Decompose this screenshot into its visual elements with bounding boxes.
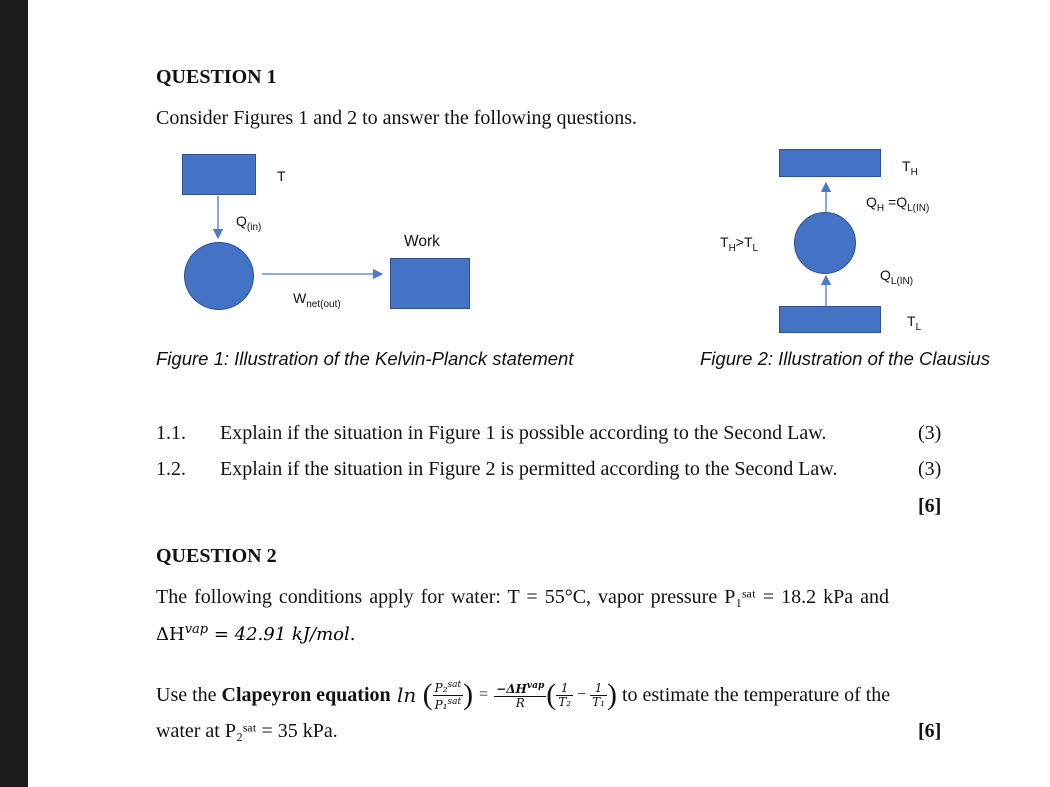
fig1-heat-reservoir bbox=[182, 154, 256, 195]
figure-2-caption: Figure 2: Illustration of the Clausius bbox=[700, 348, 990, 369]
fig1-label-wnet: $W_{net(out)}$ bbox=[293, 290, 341, 310]
item-1-1-text: Explain if the situation in Figure 1 is possible according to the Second Law. bbox=[220, 422, 827, 444]
question-2-heading: QUESTION 2 bbox=[156, 545, 277, 567]
item-1-1-number: 1.1. bbox=[156, 422, 186, 444]
item-1-2-marks: (3) bbox=[918, 458, 942, 480]
figure-1-caption: Figure 1: Illustration of the Kelvin-Planck statement bbox=[156, 348, 574, 369]
enthalpy-over-R: $\frac{-\Delta H^{vap}}{R}$ bbox=[496, 681, 545, 710]
clapeyron-label: Clapeyron equation bbox=[221, 683, 391, 706]
fig1-work-box bbox=[390, 258, 470, 309]
fig2-label-TL: $T_L$ bbox=[907, 313, 922, 333]
question-2-target: water at P₂ˢᵃᵗ = 35 kPa. bbox=[156, 720, 338, 742]
pressure-ratio: $\frac{P_2^{sat}}{P_1^{sat}}$ bbox=[434, 679, 462, 712]
fig1-label-Qin: $Q_{(in)}$ bbox=[236, 213, 262, 233]
item-1-1-marks: (3) bbox=[918, 422, 942, 444]
fig2-label-QH-QL: $Q_H =Q_{L(IN)}$ bbox=[866, 194, 930, 214]
question-1-heading: QUESTION 1 bbox=[156, 66, 277, 88]
question-2-enthalpy: $\Delta H^{vap} = 42.91$ kJ/mol. bbox=[156, 622, 356, 645]
fig1-engine-circle bbox=[184, 242, 254, 310]
fig2-refrigerator-circle bbox=[794, 212, 856, 274]
question-2-total: [6] bbox=[918, 720, 942, 742]
item-1-2-text: Explain if the situation in Figure 2 is permitted according to the Second Law. bbox=[220, 458, 838, 480]
question-1-total: [6] bbox=[918, 495, 942, 517]
fig2-cold-reservoir bbox=[779, 306, 881, 333]
inverse-T1: $\frac{1}{\text{T₁}}$ bbox=[592, 680, 605, 709]
fig2-label-QL: $Q_{L(IN)}$ bbox=[880, 267, 914, 287]
question-2-conditions: The following conditions apply for water: T = 55°C, vapor pressure P₁ˢᵃᵗ = 18.2 kPa and bbox=[156, 586, 890, 608]
fig2-label-TH-gt-TL: $T_H>T_L$ bbox=[720, 234, 759, 254]
question-1-intro: Consider Figures 1 and 2 to answer the following questions. bbox=[156, 107, 638, 129]
fig1-label-work: Work bbox=[404, 233, 440, 250]
question-2-equation-line: Use the Clapeyron equation ln ( $\frac{P_2^{sat}}{P_1^{sat}}$ ) = $\frac{-\Delta H^{vap}}{R}$ ( $\frac{1}{\text{T₂}}$ − $\frac{1}{\text{T₁}}$ ) to estimate the temperature of the bbox=[156, 678, 891, 712]
fig1-label-T: T bbox=[277, 168, 286, 184]
fig2-label-TH: $T_H$ bbox=[902, 158, 918, 178]
inverse-T2: $\frac{1}{\text{T₂}}$ bbox=[558, 680, 572, 709]
item-1-2-number: 1.2. bbox=[156, 458, 186, 480]
fig2-hot-reservoir bbox=[779, 149, 881, 177]
